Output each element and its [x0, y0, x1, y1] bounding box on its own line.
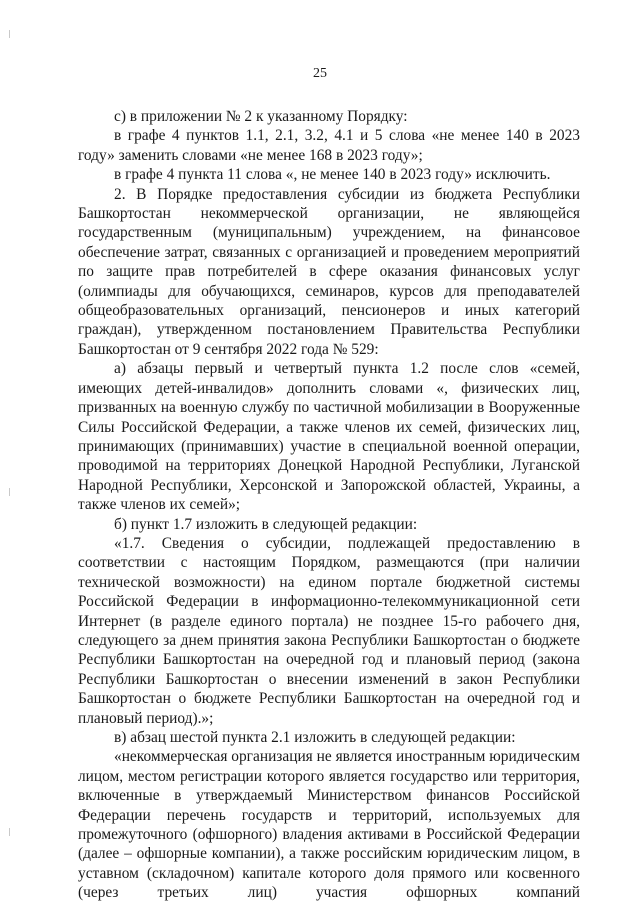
paragraph: а) абзацы первый и четвертый пункта 1.2 после слов «семей, имеющих детей-инвалидов» дополнить словами «, физических лиц, призванных на военную службу по частичной мобилизации в Вооруженные Силы Российской Федерации, а также членов их семей, физических лиц, принимающих (принимавших) участие в специальной военной операции, проводимой на территориях Донецкой Народной Республики, Луганской Народной Республики, Херсонской и Запорожской областей, Украины, а также членов их семей»; — [78, 360, 580, 514]
document-body — [78, 107, 580, 903]
paragraph: «1.7. Сведения о субсидии, подлежащей предоставлению в соответствии с настоящим Порядком, размещаются (при наличии технической возможности) на едином портале бюджетной системы Российской Федерации в информационно-телекоммуникационной сети Интернет (в разделе единого портала) не позднее 15-го рабочего дня, следующего за днем принятия закона Республики Башкортостан о бюджете Республики Башкортостан на очередной год и плановый период (закона Республики Башкортостан о внесении изменений в закон Республики Башкортостан о бюджете Республики Башкортостан на очередной год и плановый период).»; — [78, 534, 580, 727]
margin-mark — [9, 828, 10, 836]
paragraph: 2. В Порядке предоставления субсидии из бюджета Республики Башкортостан некоммерческой организации, не являющейся государственным (муниципальным) учреждением, на финансовое обеспечение затрат, связанных с организацией и проведением мероприятий по защите прав потребителей в сфере оказания финансовых услуг (олимпиады для обучающихся, семинаров, курсов для преподавателей общеобразовательных организаций, пенсионеров и иных категорий граждан), утвержденном постановлением Правительства Республики Башкортостан от 9 сентября 2022 года № 529: — [78, 185, 580, 358]
paragraph: б) пункт 1.7 изложить в следующей редакции: — [114, 515, 418, 533]
paragraph: в графе 4 пункта 11 слова «, не менее 140 в 2023 году» исключить. — [114, 166, 551, 184]
paragraph: «некоммерческая организация не является иностранным юридическим лицом, местом регистрации которого является государство или территория, включенные в утверждаемый Министерством финансов Российской Федерации перечень государств и территорий, используемых для промежуточного (офшорного) владения активами в Российской Федерации (далее – офшорные компании), а также российским юридическим лицом, в уставном (складочном) капитале которого доля прямого или косвенного (через третьих лиц) участия офшорных компаний — [78, 748, 580, 902]
paragraph: с) в приложении № 2 к указанному Порядку: — [114, 108, 408, 125]
page-number: 25 — [313, 66, 327, 81]
paragraph: в) абзац шестой пункта 2.1 изложить в следующей редакции: — [114, 729, 516, 746]
paragraph: в графе 4 пунктов 1.1, 2.1, 3.2, 4.1 и 5 слова «не менее 140 в 2023 году» заменить словами «не менее 168 в 2023 году»; — [78, 127, 580, 164]
margin-mark — [9, 488, 10, 496]
margin-mark — [9, 30, 10, 38]
